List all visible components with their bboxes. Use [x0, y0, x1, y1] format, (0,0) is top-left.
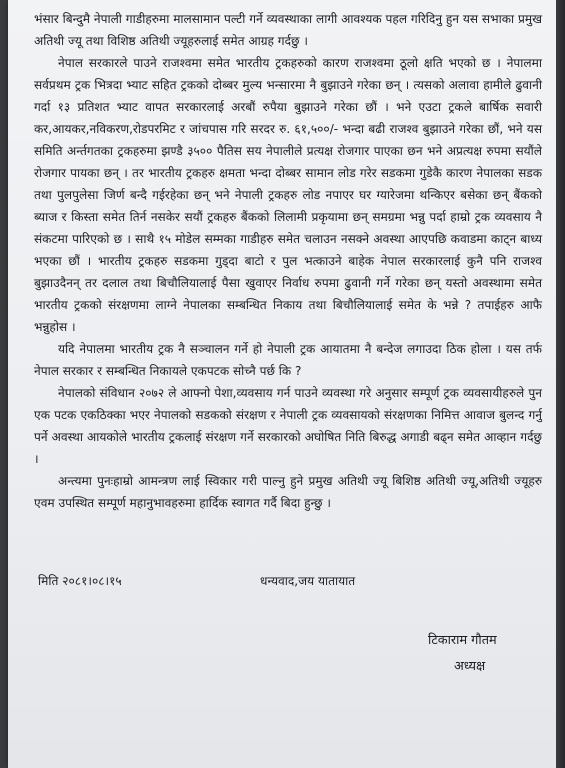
signature-block	[428, 628, 548, 680]
thanks-line: धन्यवाद,जय यातायात	[260, 574, 356, 588]
letter-body	[34, 8, 542, 514]
letter-page	[8, 0, 556, 768]
date-line: मिति २०८१।०८।१५	[38, 574, 122, 588]
signatory-title: अध्यक्ष	[454, 659, 486, 674]
paragraph-constitution-appeal: नेपालको संविधान २०७२ ले आफ्नो पेशा,व्यवसाय गर्न पाउने व्यवस्था गरे अनुसार सम्पूर्ण ट्रक व्यवसायीहरुले पुन एक पटक एकठिक्का भएर नेपालको सडकको संरक्षण र नेपाली ट्रक व्यवसायको संरक्षणका निमित्त आवाज बुलन्द गर्नु पर्ने अवस्था आयकोले भारतीय ट्रकलाई संरक्षण गर्ने सरकारको अघोषित निति बिरुद्ध अगाडी बढ्न समेत आव्हान गर्दछु ।	[34, 386, 542, 466]
background-edge	[556, 0, 565, 768]
letter-footer	[38, 572, 518, 594]
paragraph-import-ban: यदि नेपालमा भारतीय ट्रक नै सञ्चालन गर्ने हो नेपाली ट्रक आयातमा नै बन्देज लगाउदा ठिक होला । यस तर्फ नेपाल सरकार र सम्बन्धित निकायले एकपटक सोच्नै पर्छ कि ?	[34, 342, 542, 378]
paragraph-revenue-loss: नेपाल सरकारले पाउने राजश्वमा समेत भारतीय ट्रकहरुको कारण राजश्वमा ठूलो क्षति भएको छ । नेपालमा सर्वप्रथम ट्रक भित्रदा भ्याट सहित ट्रकको दोब्बर मुल्य भन्सारमा नै बुझाउने गरेका छन् । त्यसको अलावा हामीले ढुवानी गर्दा १३ प्रतिशत भ्याट वापत सरकारलाई अरबौं रुपैया बुझाउने गरेका छौं । भने एउटा ट्रकले बार्षिक सवारी कर,आयकर,नविकरण,रोडपरमिट र जांचपास गरि सरदर रु. ६१,५००/- भन्दा बढी राजश्व बुझाउने गरेका छौं, भने यस समिति अर्न्तगतका ट्रकहरुमा झण्डै ३५०० पैतिस सय नेपालीले प्रत्यक्ष रोजगार पाएका छन भने अप्रत्यक्ष रुपमा सयौंले रोजगार पायका छन् । तर भारतीय ट्रकहरु क्षमता भन्दा दोब्बर सामान लोड गरेर सडकमा गुडेकै कारण नेपालका सडक तथा पुलपुलेसा जिर्ण बन्दै गईरहेका छन् भने नेपाली ट्रकहरु लोड नपाएर घर ग्यारेजमा थन्किएर बसेका छन् बैंकको ब्याज र किस्ता समेत तिर्न नसकेर सयौं ट्रकहरु बैंकको लिलामी प्रकृयामा छन् समग्रमा भन्नु पर्दा हाम्रो ट्रक व्यवसाय नै संकटमा पारिएको छ । साथै १५ मोडेल सम्मका गाडीहरु समेत चलाउन नसक्ने अवस्था आएपछि कवाडमा काट्न बाध्य भएका छौं । भारतीय ट्रकहरु सडकमा गुड्दा बाटो र पुल भत्काउने बाहेक नेपाल सरकारलाई कुनै पनि राजश्व बुझाउदैनन् तर दलाल तथा बिचौलियालाई पैसा खुवाएर निर्वाध रुपमा ढुवानी गर्ने गरेका छन् यस्तो अवस्थामा समेत भारतीय ट्रकको संरक्षणमा लाग्ने नेपालका सम्बन्धित निकाय तथा बिचौलियालाई समेत के भन्ने ? तपाईहरु आफै भन्नुहोस ।	[34, 56, 542, 334]
signatory-name: टिकाराम गौतम	[428, 633, 497, 648]
paragraph-closing-welcome: अन्त्यमा पुनःहाम्रो आमन्त्रण लाई स्विकार गरी पाल्नु हुने प्रमुख अतिथी ज्यू बिशिष्ठ अतिथी ज्यू,अतिथी ज्यूहरु एवम उपस्थित सम्पूर्ण महानुभावहरुमा हार्दिक स्वागत गर्दै बिदा हुन्छु ।	[34, 474, 542, 510]
paragraph-customs-request: भंसार बिन्दुमै नेपाली गाडीहरुमा मालसामान पल्टी गर्ने व्यवस्थाका लागी आवश्यक पहल गरिदिनु हुन यस सभाका प्रमुख अतिथी ज्यू तथा विशिष्ठ अतिथी ज्यूहरुलाई समेत आग्रह गर्दछु ।	[34, 12, 542, 48]
